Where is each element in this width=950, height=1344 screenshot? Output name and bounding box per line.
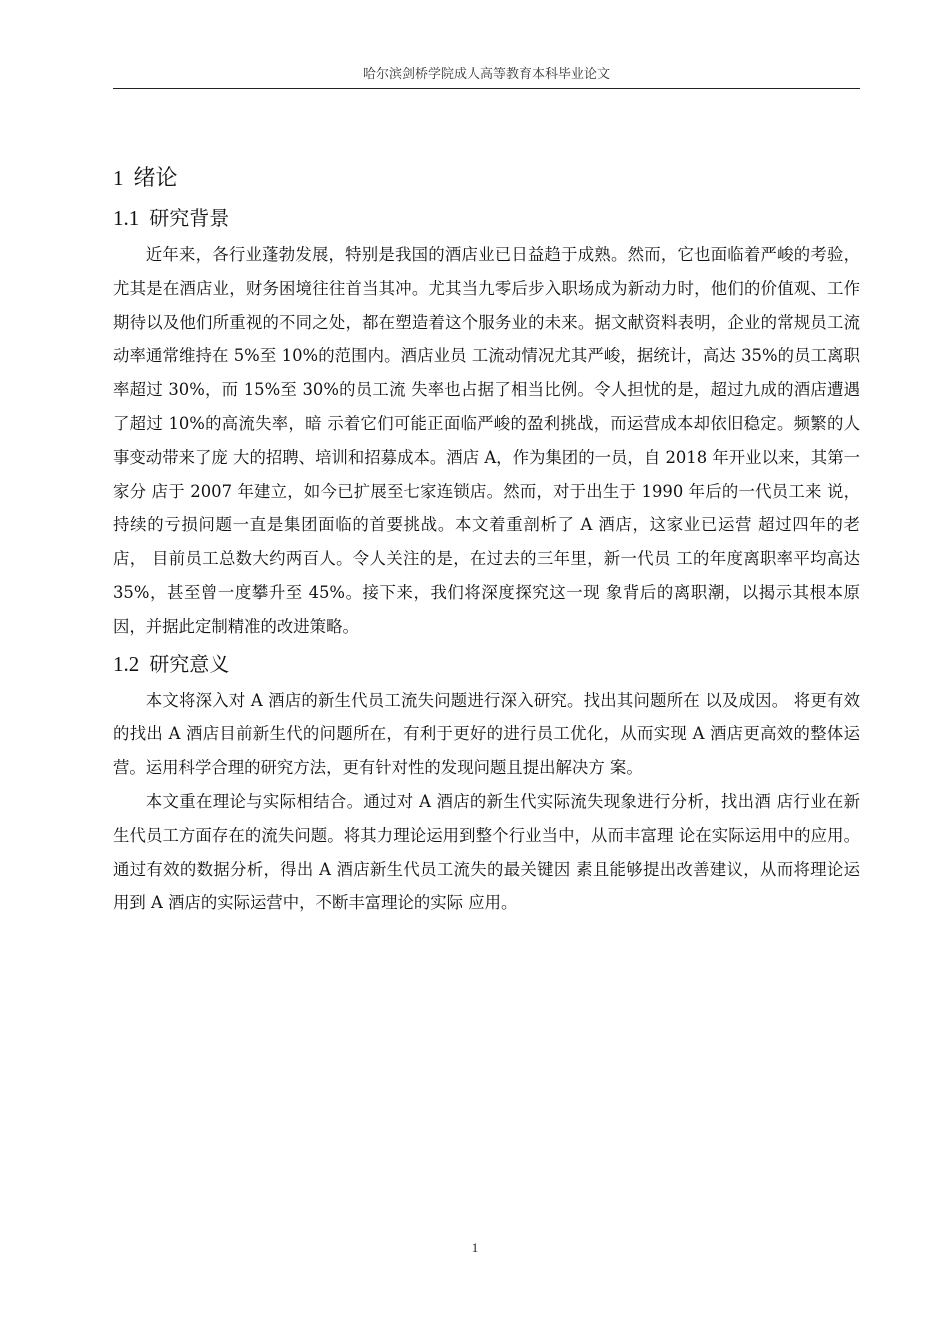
body-paragraph: 本文重在理论与实际相结合。通过对 A 酒店的新生代实际流失现象进行分析，找出酒 店行业在新生代员工方面存在的流失问题。将其力理论运用到整个行业当中，从而丰富理 论在实际运用中的应用。通过有效的数据分析，得出 A 酒店新生代员工流失的最关键因 素且能够提出改善建议，从而将理论运用到 A 酒店的实际运营中，不断丰富理论的实际 应用。 xyxy=(113,791,860,913)
section-title: 研究背景 xyxy=(149,206,230,230)
body-paragraph: 本文将深入对 A 酒店的新生代员工流失问题进行深入研究。找出其问题所在 以及成因。 将更有效的找出 A 酒店目前新生代的问题所在，有利于更好的进行员工优化，从而实现 A 酒店更高效的整体运营。运用科学合理的研究方法，更有针对性的发现问题且提出解决方 案。 xyxy=(113,690,860,778)
chapter-title: 绪论 xyxy=(133,166,178,191)
page-number: 1 xyxy=(471,1240,479,1255)
section-number: 1.2 xyxy=(113,651,140,676)
body-paragraph: 近年来，各行业蓬勃发展，特别是我国的酒店业已日益趋于成熟。然而，它也面临着严峻的考验，尤其是在酒店业，财务困境往往首当其冲。尤其当九零后步入职场成为新动力时，他们的价值观、工作期待以及他们所重视的不同之处，都在塑造着这个服务业的未来。据文献资料表明，企业的常规员工流动率通常维持在 5%至 10%的范围内。酒店业员 工流动情况尤其严峻，据统计，高达 35%的员工离职率超过 30%，而 15%至 30%的员工流 失率也占据了相当比例。令人担忧的是，超过九成的酒店遭遇了超过 10%的高流失率，暗 示着它们可能正面临严峻的盈利挑战，而运营成本却依旧稳定。频繁的人事变动带来了庞 大的招聘、培训和招募成本。酒店 A，作为集团的一员，自 2018 年开业以来，其第一家分 店于 2007 年建立，如今已扩展至七家连锁店。然而，对于出生于 1990 年后的一代员工来 说，持续的亏损问题一直是集团面临的首要挑战。本文着重剖析了 A 酒店，这家业已运营 超过四年的老店， 目前员工总数大约两百人。令人关注的是，在过去的三年里，新一代员 工的年度离职率平均高达 35%，甚至曾一度攀升至 45%。接下来，我们将深度探究这一现 象背后的离职潮，以揭示其根本原因，并据此定制精准的改进策略。 xyxy=(113,245,860,636)
document-body xyxy=(113,158,860,920)
section-title: 研究意义 xyxy=(149,651,230,676)
chapter-number: 1 xyxy=(113,166,124,190)
section-heading-research-significance xyxy=(113,646,860,682)
section-number: 1.1 xyxy=(113,206,140,230)
chapter-heading xyxy=(113,158,860,198)
page-header xyxy=(113,66,860,89)
header-title: 哈尔滨剑桥学院成人高等教育本科毕业论文 xyxy=(362,67,610,82)
section-heading-research-background xyxy=(113,200,860,236)
